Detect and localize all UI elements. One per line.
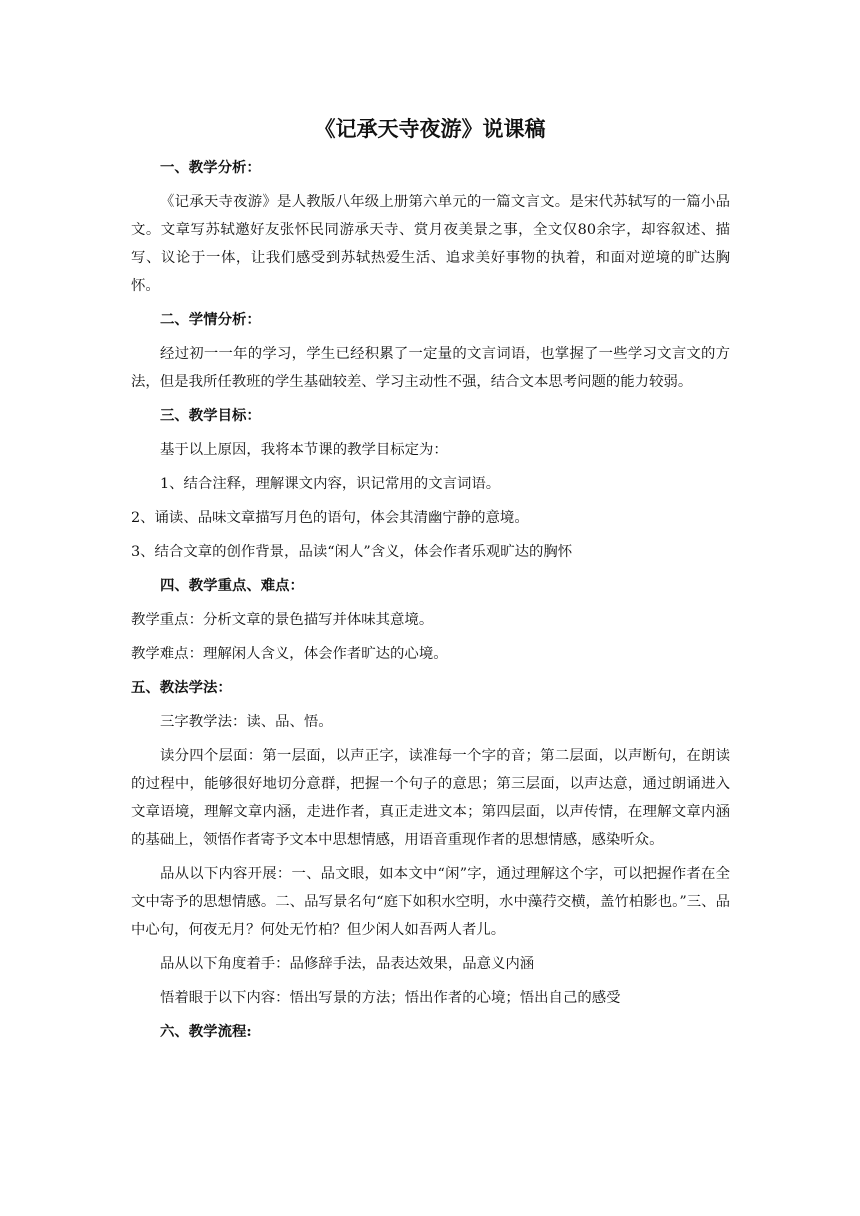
key-point-difficulty: 教学难点：理解闲人含义，体会作者旷达的心境。 xyxy=(131,646,448,662)
paragraph-students: 经过初一一年的学习，学生已经积累了一定量的文言词语，也掌握了一些学习文言文的方法，但是我所任教班的学生基础较差、学习主动性不强，结合文本思考问题的能力较弱。 xyxy=(131,346,730,390)
paragraph-reading-levels: 读分四个层面：第一层面，以声正字，读准每一个字的音；第二层面，以声断句，在朗读的过程中，能够很好地切分意群，把握一个句子的意思；第三层面，以声达意，通过朗诵进入文章语境，理解文章内涵，走进作者，真正走进文本；第四层面，以声传情，在理解文章内涵的基础上，领悟作者寄予文本中思想情感，用语音重现作者的思想情感，感染听众。 xyxy=(131,748,730,848)
paragraph-savoring-content: 品从以下内容开展：一、品文眼，如本文中“闲”字，通过理解这个字，可以把握作者在全文中寄予的思想情感。二、品写景名句“庭下如积水空明，水中藻荇交横，盖竹柏影也。”三、品中心句，何夜无月？何处无竹柏？但少闲人如吾两人者儿。 xyxy=(131,866,730,938)
document-body xyxy=(131,154,730,1052)
section-heading-key-points: 四、教学重点、难点： xyxy=(160,577,304,594)
goal-item-1: 1、结合注释，理解课文内容，识记常用的文言词语。 xyxy=(160,476,501,492)
document-title: 《记承天寺夜游》说课稿 xyxy=(314,116,546,141)
section-heading-analysis: 一、教学分析： xyxy=(160,159,261,176)
paragraph-goals-intro: 基于以上原因，我将本节课的教学目标定为： xyxy=(160,442,448,458)
paragraph-three-word-method: 三字教学法：读、品、悟。 xyxy=(160,714,333,730)
section-heading-methods: 五、教法学法： xyxy=(131,679,232,696)
goal-item-3: 3、结合文章的创作背景，品读“闲人”含义，体会作者乐观旷达的胸怀 xyxy=(131,544,573,560)
paragraph-understanding: 悟着眼于以下内容：悟出写景的方法；悟出作者的心境；悟出自己的感受 xyxy=(160,990,621,1006)
goal-item-2: 2、诵读、品味文章描写月色的语句，体会其清幽宁静的意境。 xyxy=(131,510,529,526)
section-heading-goals: 三、教学目标： xyxy=(160,407,261,424)
paragraph-text-analysis: 《记承天寺夜游》是人教版八年级上册第六单元的一篇文言文。是宋代苏轼写的一篇小品文。文章写苏轼邀好友张怀民同游承天寺、赏月夜美景之事，全文仅80余字，却容叙述、描写、议论于一体，让我们感受到苏轼热爱生活、追求美好事物的执着，和面对逆境的旷达胸怀。 xyxy=(131,194,730,294)
paragraph-savoring-angles: 品从以下角度着手：品修辞手法，品表达效果，品意义内涵 xyxy=(160,956,535,972)
section-heading-students: 二、学情分析： xyxy=(160,311,261,328)
section-heading-process: 六、教学流程: xyxy=(160,1023,252,1040)
key-point-focus: 教学重点：分析文章的景色描写并体味其意境。 xyxy=(131,612,434,628)
